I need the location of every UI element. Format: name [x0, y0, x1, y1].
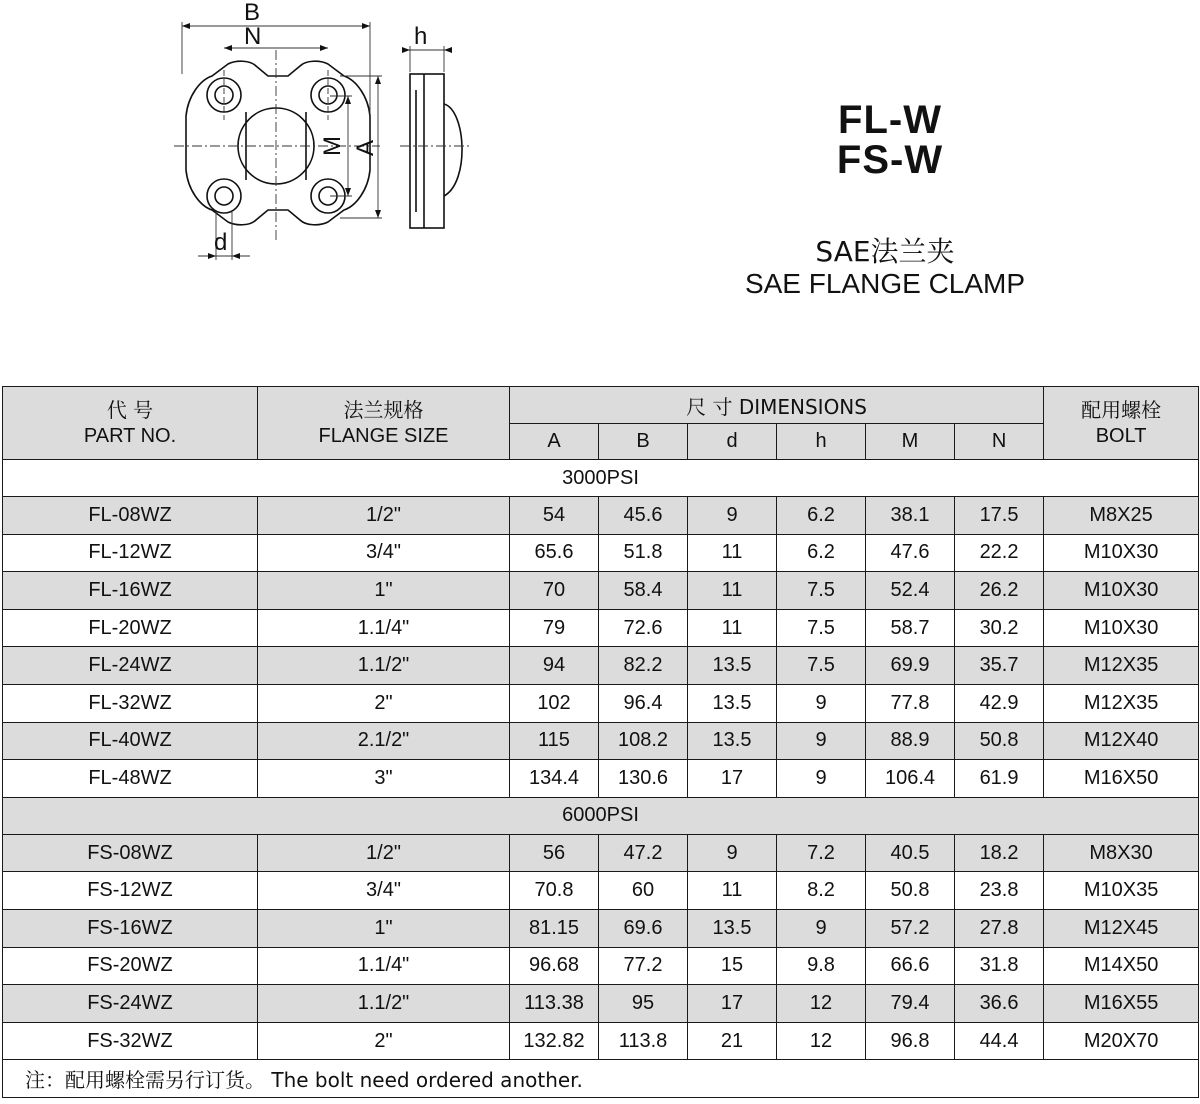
cell-dim-d: 13.5: [688, 684, 777, 722]
cell-bolt: M16X55: [1044, 985, 1199, 1023]
cell-bolt: M10X30: [1044, 534, 1199, 572]
cell-bolt: M12X45: [1044, 909, 1199, 947]
title-block: [760, 100, 1020, 180]
cell-dim-d: 11: [688, 572, 777, 610]
cell-part-no: FS-32WZ: [3, 1022, 258, 1060]
cell-dim-h: 9: [777, 684, 866, 722]
cell-part-no: FL-24WZ: [3, 647, 258, 685]
dim-label-d: d: [214, 229, 228, 256]
cell-part-no: FL-48WZ: [3, 760, 258, 798]
cell-dim-b: 51.8: [599, 534, 688, 572]
cell-dim-m: 106.4: [866, 760, 955, 798]
cell-dim-n: 44.4: [955, 1022, 1044, 1060]
cell-flange-size: 1.1/2": [258, 647, 510, 685]
cell-part-no: FS-08WZ: [3, 834, 258, 872]
flange-clamp-drawing: [170, 0, 480, 270]
cell-dim-h: 7.2: [777, 834, 866, 872]
cell-dim-d: 15: [688, 947, 777, 985]
cell-dim-d: 13.5: [688, 909, 777, 947]
table-row: [3, 985, 1199, 1023]
bolt-order-note: 注：配用螺栓需另行订货。 The bolt need ordered another.: [3, 1060, 1199, 1098]
cell-dim-m: 38.1: [866, 497, 955, 535]
dim-label-m: M: [319, 136, 346, 156]
pressure-group-row: [3, 460, 1199, 497]
cell-part-no: FS-12WZ: [3, 872, 258, 910]
cell-dim-h: 12: [777, 985, 866, 1023]
cell-dim-h: 7.5: [777, 647, 866, 685]
cell-dim-a: 132.82: [510, 1022, 599, 1060]
cell-part-no: FL-08WZ: [3, 497, 258, 535]
cell-dim-a: 65.6: [510, 534, 599, 572]
cell-dim-d: 11: [688, 872, 777, 910]
title-fl-w: FL-W: [838, 98, 942, 142]
cell-dim-d: 13.5: [688, 722, 777, 760]
cell-bolt: M10X30: [1044, 609, 1199, 647]
cell-dim-d: 9: [688, 497, 777, 535]
cell-dim-b: 77.2: [599, 947, 688, 985]
dim-label-h: h: [414, 23, 428, 50]
cell-dim-b: 47.2: [599, 834, 688, 872]
cell-dim-h: 12: [777, 1022, 866, 1060]
cell-dim-m: 40.5: [866, 834, 955, 872]
header-part-no-cn: 代 号: [106, 398, 154, 422]
cell-dim-h: 6.2: [777, 534, 866, 572]
header-dim-a: A: [510, 424, 599, 460]
header-part-no: [3, 387, 258, 460]
cell-dim-b: 82.2: [599, 647, 688, 685]
cell-dim-m: 47.6: [866, 534, 955, 572]
table-body: [3, 460, 1199, 1098]
table-row: [3, 572, 1199, 610]
cell-bolt: M10X30: [1044, 572, 1199, 610]
subtitle-english: SAE FLANGE CLAMP: [744, 268, 1026, 299]
subtitle-chinese: SAE法兰夹: [815, 235, 955, 268]
cell-part-no: FL-20WZ: [3, 609, 258, 647]
cell-dim-m: 50.8: [866, 872, 955, 910]
cell-dim-a: 70.8: [510, 872, 599, 910]
cell-dim-n: 30.2: [955, 609, 1044, 647]
cell-flange-size: 1.1/4": [258, 947, 510, 985]
cell-dim-d: 13.5: [688, 647, 777, 685]
cell-flange-size: 1.1/4": [258, 609, 510, 647]
table-row: [3, 909, 1199, 947]
cell-dim-n: 50.8: [955, 722, 1044, 760]
cell-part-no: FS-20WZ: [3, 947, 258, 985]
cell-dim-b: 96.4: [599, 684, 688, 722]
cell-flange-size: 1": [258, 572, 510, 610]
cell-dim-d: 11: [688, 534, 777, 572]
cell-flange-size: 3/4": [258, 872, 510, 910]
cell-part-no: FL-16WZ: [3, 572, 258, 610]
cell-dim-n: 35.7: [955, 647, 1044, 685]
table-row: [3, 1022, 1199, 1060]
cell-flange-size: 2.1/2": [258, 722, 510, 760]
cell-dim-m: 79.4: [866, 985, 955, 1023]
pressure-group-label: 3000PSI: [3, 460, 1199, 497]
cell-dim-a: 115: [510, 722, 599, 760]
cell-dim-m: 69.9: [866, 647, 955, 685]
cell-dim-h: 9.8: [777, 947, 866, 985]
cell-dim-h: 9: [777, 760, 866, 798]
cell-dim-a: 56: [510, 834, 599, 872]
cell-dim-h: 7.5: [777, 572, 866, 610]
cell-dim-a: 94: [510, 647, 599, 685]
cell-dim-n: 22.2: [955, 534, 1044, 572]
table-row: [3, 647, 1199, 685]
table-row: [3, 834, 1199, 872]
header-dimensions: 尺 寸 DIMENSIONS: [510, 387, 1044, 424]
cell-dim-d: 11: [688, 609, 777, 647]
cell-dim-n: 27.8: [955, 909, 1044, 947]
cell-dim-n: 42.9: [955, 684, 1044, 722]
header-dim-b: B: [599, 424, 688, 460]
cell-flange-size: 3": [258, 760, 510, 798]
cell-dim-b: 130.6: [599, 760, 688, 798]
cell-dim-d: 9: [688, 834, 777, 872]
header-dim-m: M: [866, 424, 955, 460]
cell-flange-size: 3/4": [258, 534, 510, 572]
pressure-group-label: 6000PSI: [3, 797, 1199, 834]
cell-dim-b: 45.6: [599, 497, 688, 535]
title-fs-w: FS-W: [836, 138, 944, 182]
cell-dim-h: 7.5: [777, 609, 866, 647]
cell-dim-m: 52.4: [866, 572, 955, 610]
table-row: [3, 684, 1199, 722]
note-row: [3, 1060, 1199, 1098]
cell-dim-b: 69.6: [599, 909, 688, 947]
cell-dim-a: 102: [510, 684, 599, 722]
header-dim-n: N: [955, 424, 1044, 460]
cell-dim-h: 9: [777, 722, 866, 760]
cell-flange-size: 1/2": [258, 497, 510, 535]
cell-bolt: M12X35: [1044, 647, 1199, 685]
header-part-no-en: PART NO.: [83, 425, 177, 447]
cell-bolt: M16X50: [1044, 760, 1199, 798]
table-row: [3, 760, 1199, 798]
cell-bolt: M10X35: [1044, 872, 1199, 910]
cell-dim-d: 21: [688, 1022, 777, 1060]
table-row: [3, 534, 1199, 572]
header-flange-size-cn: 法兰规格: [343, 398, 424, 422]
header-dim-d: d: [688, 424, 777, 460]
cell-dim-a: 54: [510, 497, 599, 535]
cell-dim-n: 23.8: [955, 872, 1044, 910]
cell-dim-b: 108.2: [599, 722, 688, 760]
cell-dim-m: 66.6: [866, 947, 955, 985]
cell-bolt: M12X40: [1044, 722, 1199, 760]
cell-bolt: M8X30: [1044, 834, 1199, 872]
cell-dim-h: 6.2: [777, 497, 866, 535]
spec-table: [2, 386, 1199, 1098]
cell-dim-a: 113.38: [510, 985, 599, 1023]
cell-bolt: M14X50: [1044, 947, 1199, 985]
cell-part-no: FS-16WZ: [3, 909, 258, 947]
cell-dim-d: 17: [688, 760, 777, 798]
cell-flange-size: 2": [258, 684, 510, 722]
cell-flange-size: 1.1/2": [258, 985, 510, 1023]
cell-dim-n: 36.6: [955, 985, 1044, 1023]
cell-flange-size: 2": [258, 1022, 510, 1060]
pressure-group-row: [3, 797, 1199, 834]
header-flange-size: [258, 387, 510, 460]
cell-bolt: M12X35: [1044, 684, 1199, 722]
cell-dim-a: 70: [510, 572, 599, 610]
cell-dim-b: 58.4: [599, 572, 688, 610]
table-row: [3, 947, 1199, 985]
header-dim-h: h: [777, 424, 866, 460]
cell-dim-m: 88.9: [866, 722, 955, 760]
cell-part-no: FS-24WZ: [3, 985, 258, 1023]
cell-dim-m: 96.8: [866, 1022, 955, 1060]
cell-part-no: FL-32WZ: [3, 684, 258, 722]
cell-dim-b: 95: [599, 985, 688, 1023]
dim-label-b: B: [244, 0, 261, 26]
cell-dim-m: 57.2: [866, 909, 955, 947]
table-row: [3, 872, 1199, 910]
header-bolt-en: BOLT: [1095, 425, 1147, 447]
cell-dim-h: 9: [777, 909, 866, 947]
table-row: [3, 497, 1199, 535]
dim-label-a: A: [352, 139, 379, 156]
cell-dim-m: 58.7: [866, 609, 955, 647]
cell-dim-n: 61.9: [955, 760, 1044, 798]
table-row: [3, 722, 1199, 760]
cell-dim-n: 31.8: [955, 947, 1044, 985]
header-bolt: [1044, 387, 1199, 460]
cell-bolt: M20X70: [1044, 1022, 1199, 1060]
header-flange-size-en: FLANGE SIZE: [318, 425, 449, 447]
cell-flange-size: 1/2": [258, 834, 510, 872]
header-bolt-cn: 配用螺栓: [1081, 398, 1162, 422]
cell-dim-n: 26.2: [955, 572, 1044, 610]
cell-dim-d: 17: [688, 985, 777, 1023]
cell-dim-h: 8.2: [777, 872, 866, 910]
table-row: [3, 609, 1199, 647]
cell-dim-b: 113.8: [599, 1022, 688, 1060]
cell-part-no: FL-12WZ: [3, 534, 258, 572]
cell-dim-b: 60: [599, 872, 688, 910]
cell-dim-n: 18.2: [955, 834, 1044, 872]
cell-dim-b: 72.6: [599, 609, 688, 647]
cell-flange-size: 1": [258, 909, 510, 947]
cell-dim-m: 77.8: [866, 684, 955, 722]
cell-dim-a: 134.4: [510, 760, 599, 798]
dim-label-n: N: [244, 23, 262, 50]
cell-dim-a: 96.68: [510, 947, 599, 985]
cell-bolt: M8X25: [1044, 497, 1199, 535]
cell-part-no: FL-40WZ: [3, 722, 258, 760]
cell-dim-a: 81.15: [510, 909, 599, 947]
cell-dim-a: 79: [510, 609, 599, 647]
cell-dim-n: 17.5: [955, 497, 1044, 535]
